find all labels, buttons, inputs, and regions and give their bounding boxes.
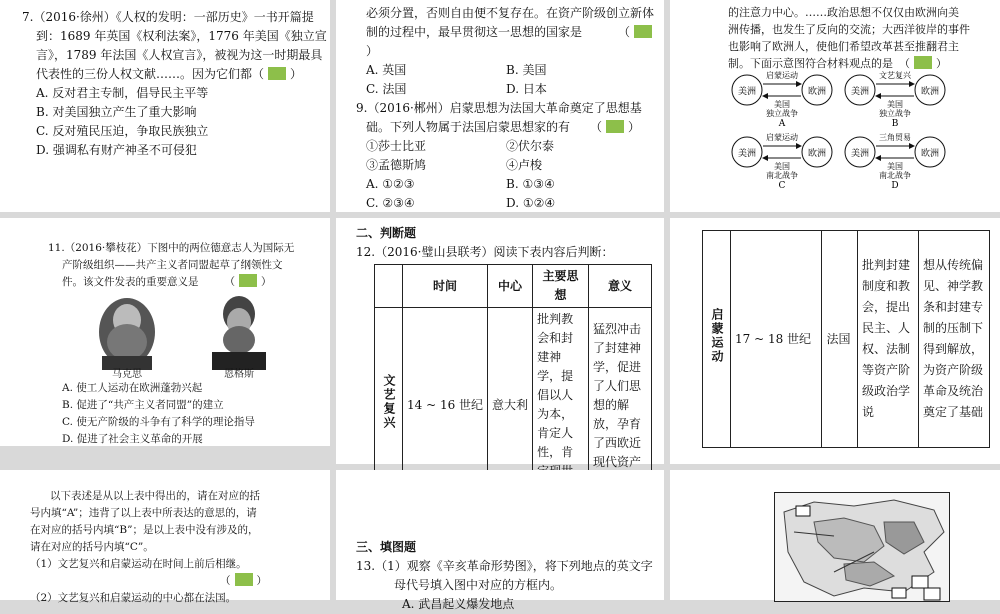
q8-option-a: A. 英国 xyxy=(366,63,407,77)
header-center: 中心 xyxy=(488,265,533,308)
diagram-b-bottom1: 美国 xyxy=(887,100,903,109)
cell-meaning: 猛烈冲击了封建神学，促进了人们思想的解放，孕育了西欧近现代资产 xyxy=(589,308,652,503)
engels-portrait xyxy=(204,290,274,370)
header-idea: 主要思想 xyxy=(533,265,589,308)
q11-line-3: 件。该文件发表的重要意义是 （ ） xyxy=(62,276,272,288)
section-title-map: 三、填图题 xyxy=(356,540,417,554)
cell-center-2: 法国 xyxy=(822,231,858,448)
q9-option-a: A. ①②③ xyxy=(366,177,415,191)
q7-line-1: 7.（2016·徐州）《人权的发明：一部历史》一书开篇提 xyxy=(22,10,314,24)
q8-line-2: 制的过程中，最早贯彻这一思想的国家是 （） xyxy=(356,23,664,61)
q9-person-1: ①莎士比亚 xyxy=(366,139,427,153)
q9-option-d: D. ①②④ xyxy=(506,196,556,210)
diagram-a-letter: A xyxy=(778,119,786,129)
q10-line-4-text: 制。下面示意图符合材料观点的是 xyxy=(728,57,893,70)
q9-option-b: B. ①③④ xyxy=(506,177,555,191)
q11-option-c: C. 使无产阶级的斗争有了科学的理论指导 xyxy=(62,416,255,428)
q12-table-continued xyxy=(702,230,990,448)
map-answer-box-1 xyxy=(912,576,928,588)
diagram-b-bottom2: 独立战争 xyxy=(879,109,911,118)
question-12-panel xyxy=(336,218,664,469)
q9-line-2: 础。下列人物属于法国启蒙思想家的有 （ ） xyxy=(366,120,641,134)
q8-option-b: B. 美国 xyxy=(506,63,547,77)
cell-center: 意大利 xyxy=(488,308,533,503)
diagram-b-letter: B xyxy=(891,119,899,129)
question-10-panel xyxy=(670,0,1000,212)
q12-table xyxy=(374,264,652,503)
q12-stem: 12.（2016·璧山县联考）阅读下表内容后判断： xyxy=(356,245,614,259)
q9-person-3: ③孟德斯鸠 xyxy=(366,158,427,172)
question-13-panel xyxy=(336,470,664,611)
q9-line-1: 9.（2016·郴州）启蒙思想为法国大革命奠定了思想基 xyxy=(356,101,642,115)
diagram-d-left: 美洲 xyxy=(850,149,870,159)
map-answer-box-2 xyxy=(924,588,940,600)
q9-people xyxy=(356,137,664,175)
question-12-table-cont-panel xyxy=(670,218,1000,464)
q11-option-d: D. 促进了社会主义革命的开展 xyxy=(62,433,203,445)
map-answer-box-3 xyxy=(892,588,906,598)
diagram-d-bottom1: 美国 xyxy=(887,162,903,171)
q13-line-3: A. 武昌起义爆发地点 xyxy=(402,597,515,611)
statement-1: （1）文艺复兴和启蒙运动在时间上前后相继。 xyxy=(30,558,247,570)
diagram-d-right: 欧洲 xyxy=(920,149,940,159)
statement-2: （2）文艺复兴和启蒙运动的中心都在法国。 xyxy=(30,592,237,604)
row-label-renaissance: 文艺复兴 xyxy=(382,374,396,430)
map-panel xyxy=(670,470,1000,600)
instr-line-3: 在对应的括号内填“B”；是以上表中没有涉及的， xyxy=(30,524,259,536)
q7-line-3: 言》，1789 年法国《人权宣言》，被视为这一时期最具 xyxy=(36,48,323,62)
q8-line-2-text: 制的过程中，最早贯彻这一思想的国家是 xyxy=(366,25,583,39)
instr-line-4: 请在对应的括号内填“C”。 xyxy=(30,541,154,553)
q9-option-c: C. ②③④ xyxy=(366,196,415,210)
flow-diagrams xyxy=(670,72,1000,202)
q11-option-a: A. 使工人运动在欧洲蓬勃兴起 xyxy=(62,382,203,394)
answer-box[interactable] xyxy=(268,67,286,80)
q7-line-2: 到：1689 年英国《权利法案》，1776 年美国《独立宣 xyxy=(36,29,327,43)
q8-option-c: C. 法国 xyxy=(366,82,407,96)
diagram-d xyxy=(845,132,945,191)
q11-line-2: 产阶级组织——共产主义者同盟起草了纲领性文 xyxy=(62,259,283,271)
diagram-a-left: 美洲 xyxy=(737,87,757,97)
diagram-b-top: 文艺复兴 xyxy=(879,71,911,80)
diagram-b-right: 欧洲 xyxy=(920,87,940,97)
question-8-9-panel xyxy=(336,0,664,212)
q9-options xyxy=(356,175,664,213)
diagram-c-right: 欧洲 xyxy=(807,149,827,159)
judge-instructions-panel xyxy=(0,470,330,604)
cell-meaning-2: 想从传统偏见、神学教条和封建专制的压制下得到解放，为资产阶级革命及统治奠定了基础 xyxy=(919,231,990,448)
cell-time: 14 ~ 16 世纪 xyxy=(403,308,488,503)
q8-options xyxy=(356,61,664,99)
diagram-b xyxy=(845,70,945,129)
paren-close: ） xyxy=(290,67,303,81)
revolution-map xyxy=(774,492,950,602)
diagram-d-letter: D xyxy=(891,181,899,191)
diagram-c-left: 美洲 xyxy=(737,149,757,159)
q9-person-4: ④卢梭 xyxy=(506,158,543,172)
q9-line-2-text: 础。下列人物属于法国启蒙思想家的有 xyxy=(366,120,571,134)
diagram-a-bottom2: 独立战争 xyxy=(766,109,798,118)
question-7-panel xyxy=(0,0,330,212)
marx-portrait xyxy=(92,290,162,370)
answer-box[interactable] xyxy=(239,274,257,287)
q8-option-d: D. 日本 xyxy=(506,82,547,96)
engels-caption: 恩格斯 xyxy=(224,369,254,380)
q13-line-1: 13.（1）观察《辛亥革命形势图》，将下列地点的英文字 xyxy=(356,559,653,573)
diagram-d-top: 三角贸易 xyxy=(879,133,911,142)
header-meaning: 意义 xyxy=(589,265,652,308)
diagram-c-bottom2: 南北战争 xyxy=(766,171,798,180)
answer-box[interactable] xyxy=(634,25,652,38)
section-title-judge: 二、判断题 xyxy=(356,226,417,240)
q10-line-1: 的注意力中心。……政治思想不仅仅由欧洲向美 xyxy=(728,6,959,19)
cell-time-2: 17 ~ 18 世纪 xyxy=(731,231,822,448)
diagram-a-top: 启蒙运动 xyxy=(766,71,798,80)
question-11-panel xyxy=(0,218,330,446)
cell-idea: 批判教会和封建神学，提倡以人为本，肯定人性，肯 xyxy=(533,308,589,503)
map-answer-box-4 xyxy=(796,506,810,516)
q7-option-b: B. 对美国独立产生了重大影响 xyxy=(36,105,197,119)
q9-person-2: ②伏尔泰 xyxy=(506,139,555,153)
q11-option-b: B. 促进了“共产主义者同盟”的建立 xyxy=(62,399,224,411)
diagram-c-letter: C xyxy=(778,181,786,191)
q10-line-4: 制。下面示意图符合材料观点的是 （ ） xyxy=(728,57,947,70)
diagram-b-left: 美洲 xyxy=(850,87,870,97)
q10-line-3: 也影响了欧洲人，使他们希望改革甚至推翻君主 xyxy=(728,40,959,53)
q7-line-4 xyxy=(22,65,330,84)
q7-option-a: A. 反对君主专制，倡导民主平等 xyxy=(36,86,209,100)
header-time: 时间 xyxy=(403,265,488,308)
statement-1-answer: （ ） xyxy=(220,575,267,587)
answer-box[interactable] xyxy=(914,56,932,69)
q8-line-1: 必须分置，否则自由便不复存在。在资产阶级创立新体 xyxy=(366,6,655,20)
marx-caption: 马克思 xyxy=(112,369,142,380)
diagram-c xyxy=(732,132,832,191)
diagram-d-bottom2: 南北战争 xyxy=(879,171,911,180)
q7-line-4-text: 代表性的三份人权文献……。因为它们都（ xyxy=(36,67,265,81)
q13-line-2: 母代号填入图中对应的方框内。 xyxy=(394,578,563,592)
q11-line-3-text: 件。该文件发表的重要意义是 xyxy=(62,276,199,288)
diagram-a-bottom1: 美国 xyxy=(774,100,790,109)
cell-idea-2: 批判封建制度和教会，提出民主、人权、法制等资产阶级政治学说 xyxy=(858,231,919,448)
answer-box[interactable] xyxy=(606,120,624,133)
diagram-a xyxy=(732,70,832,129)
q11-line-1: 11.（2016·攀枝花）下图中的两位德意志人为国际无 xyxy=(48,242,295,254)
diagram-a-right: 欧洲 xyxy=(807,87,827,97)
instr-line-2: 号内填“A”；违背了以上表中所表达的意思的，请 xyxy=(30,507,257,519)
q7-option-d: D. 强调私有财产神圣不可侵犯 xyxy=(36,143,197,157)
instr-line-1: 以下表述是从以上表中得出的，请在对应的括 xyxy=(50,490,260,502)
diagram-c-bottom1: 美国 xyxy=(774,162,790,171)
q10-line-2: 洲传播，也发生了反向的交流；大西洋彼岸的事件 xyxy=(728,23,970,36)
answer-box[interactable] xyxy=(235,573,253,586)
diagram-c-top: 启蒙运动 xyxy=(766,133,798,142)
row-label-enlightenment: 启蒙运动 xyxy=(710,308,724,364)
q7-option-c: C. 反对殖民压迫，争取民族独立 xyxy=(36,124,209,138)
